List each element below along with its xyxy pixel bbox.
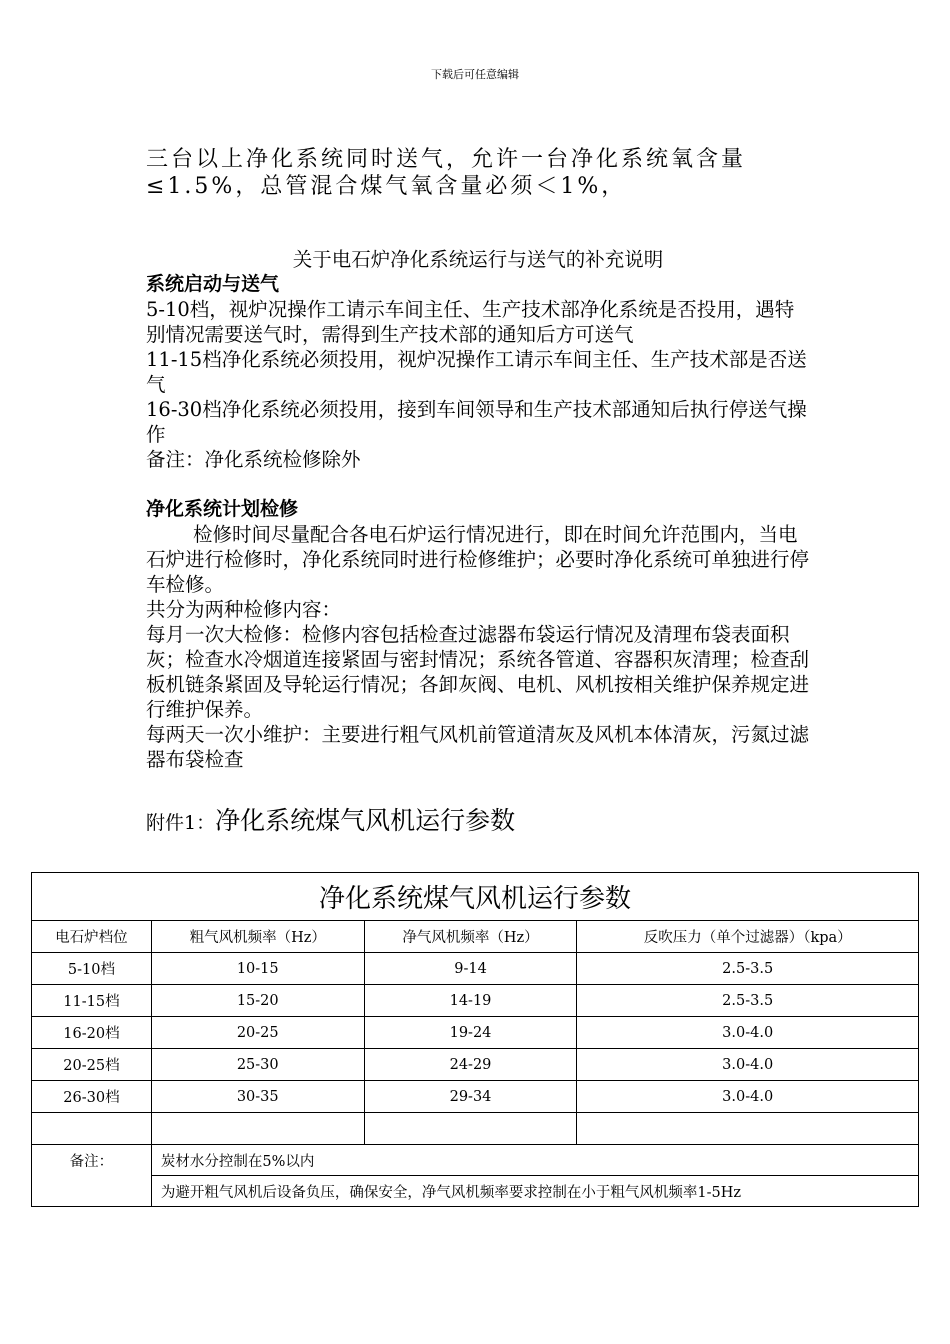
document-title: 关于电石炉净化系统运行与送气的补充说明: [292, 248, 664, 271]
table-row-empty: [32, 1113, 919, 1145]
table-cell: [364, 1113, 577, 1145]
maintenance-paragraph: 每月一次大检修：检修内容包括检查过滤器布袋运行情况及清理布袋表面积灰；检查水冷烟道连接紧固与密封情况；系统各管道、容器积灰清理；检查刮板机链条紧固及导轮运行情况；各卸灰阀、电机、风机按相关维护保养规定进行维护保养。: [146, 623, 810, 721]
header-note: 下载后可任意编辑: [431, 68, 519, 81]
table-row: [32, 1081, 919, 1113]
table-cell: 3.0-4.0: [577, 1017, 919, 1049]
attachment-title: [146, 804, 515, 840]
startup-paragraph: 11-15档净化系统必须投用，视炉况操作工请示车间主任、生产技术部是否送气: [146, 348, 807, 396]
intro-paragraph: 三台以上净化系统同时送气，允许一台净化系统氧含量≤1.5%，总管混合煤气氧含量必须＜1%，: [146, 147, 747, 199]
table-cell: 3.0-4.0: [577, 1081, 919, 1113]
table-cell: 2.5-3.5: [577, 953, 919, 985]
table-cell: 26-30档: [32, 1081, 152, 1113]
column-header: 反吹压力（单个过滤器）（kpa）: [577, 921, 919, 953]
attachment-prefix: 附件1：: [146, 812, 216, 834]
note-text: 炭材水分控制在5%以内: [151, 1145, 918, 1176]
table-cell: [151, 1113, 364, 1145]
note-label: 备注：: [32, 1145, 152, 1207]
table-row: [32, 1017, 919, 1049]
startup-remark: 备注：净化系统检修除外: [146, 448, 361, 471]
table-cell: 14-19: [364, 985, 577, 1017]
table-cell: [577, 1113, 919, 1145]
table-cell: 24-29: [364, 1049, 577, 1081]
table-title: 净化系统煤气风机运行参数: [32, 873, 919, 921]
table-cell: 9-14: [364, 953, 577, 985]
table-cell: 20-25: [151, 1017, 364, 1049]
table-cell: 20-25档: [32, 1049, 152, 1081]
main-content: [146, 247, 810, 772]
table-note-row: [32, 1176, 919, 1207]
table-cell: 11-15档: [32, 985, 152, 1017]
table-cell: 15-20: [151, 985, 364, 1017]
maintenance-paragraph: 共分为两种检修内容：: [146, 598, 342, 621]
column-header: 粗气风机频率（Hz）: [151, 921, 364, 953]
table-cell: 16-20档: [32, 1017, 152, 1049]
table-cell: 10-15: [151, 953, 364, 985]
table-cell: 29-34: [364, 1081, 577, 1113]
table-cell: 5-10档: [32, 953, 152, 985]
maintenance-paragraph: 每两天一次小维护：主要进行粗气风机前管道清灰及风机本体清灰，污氮过滤器布袋检查: [146, 723, 810, 771]
column-header: 净气风机频率（Hz）: [364, 921, 577, 953]
table-cell: 25-30: [151, 1049, 364, 1081]
table-row: [32, 1049, 919, 1081]
table-cell: 2.5-3.5: [577, 985, 919, 1017]
maintenance-paragraph: 检修时间尽量配合各电石炉运行情况进行，即在时间允许范围内，当电石炉进行检修时，净化系统同时进行检修维护；必要时净化系统可单独进行停车检修。: [146, 523, 810, 596]
table-cell: 19-24: [364, 1017, 577, 1049]
table-row: [32, 985, 919, 1017]
table-note-row: [32, 1145, 919, 1176]
section-heading-startup: 系统启动与送气: [146, 273, 280, 295]
startup-paragraph: 16-30档净化系统必须投用，接到车间领导和生产技术部通知后执行停送气操作: [146, 398, 807, 446]
startup-paragraph: 5-10档，视炉况操作工请示车间主任、生产技术部净化系统是否投用，遇特别情况需要送气时，需得到生产技术部的通知后方可送气: [146, 298, 795, 346]
table-cell: 3.0-4.0: [577, 1049, 919, 1081]
table-cell: 30-35: [151, 1081, 364, 1113]
note-text: 为避开粗气风机后设备负压，确保安全，净气风机频率要求控制在小于粗气风机频率1-5Hz: [151, 1176, 918, 1207]
table-row: [32, 953, 919, 985]
table-cell: [32, 1113, 152, 1145]
fan-parameters-table: [31, 872, 919, 1207]
column-header: 电石炉档位: [32, 921, 152, 953]
section-heading-maintenance: 净化系统计划检修: [146, 498, 299, 520]
attachment-name: 净化系统煤气风机运行参数: [215, 806, 516, 835]
